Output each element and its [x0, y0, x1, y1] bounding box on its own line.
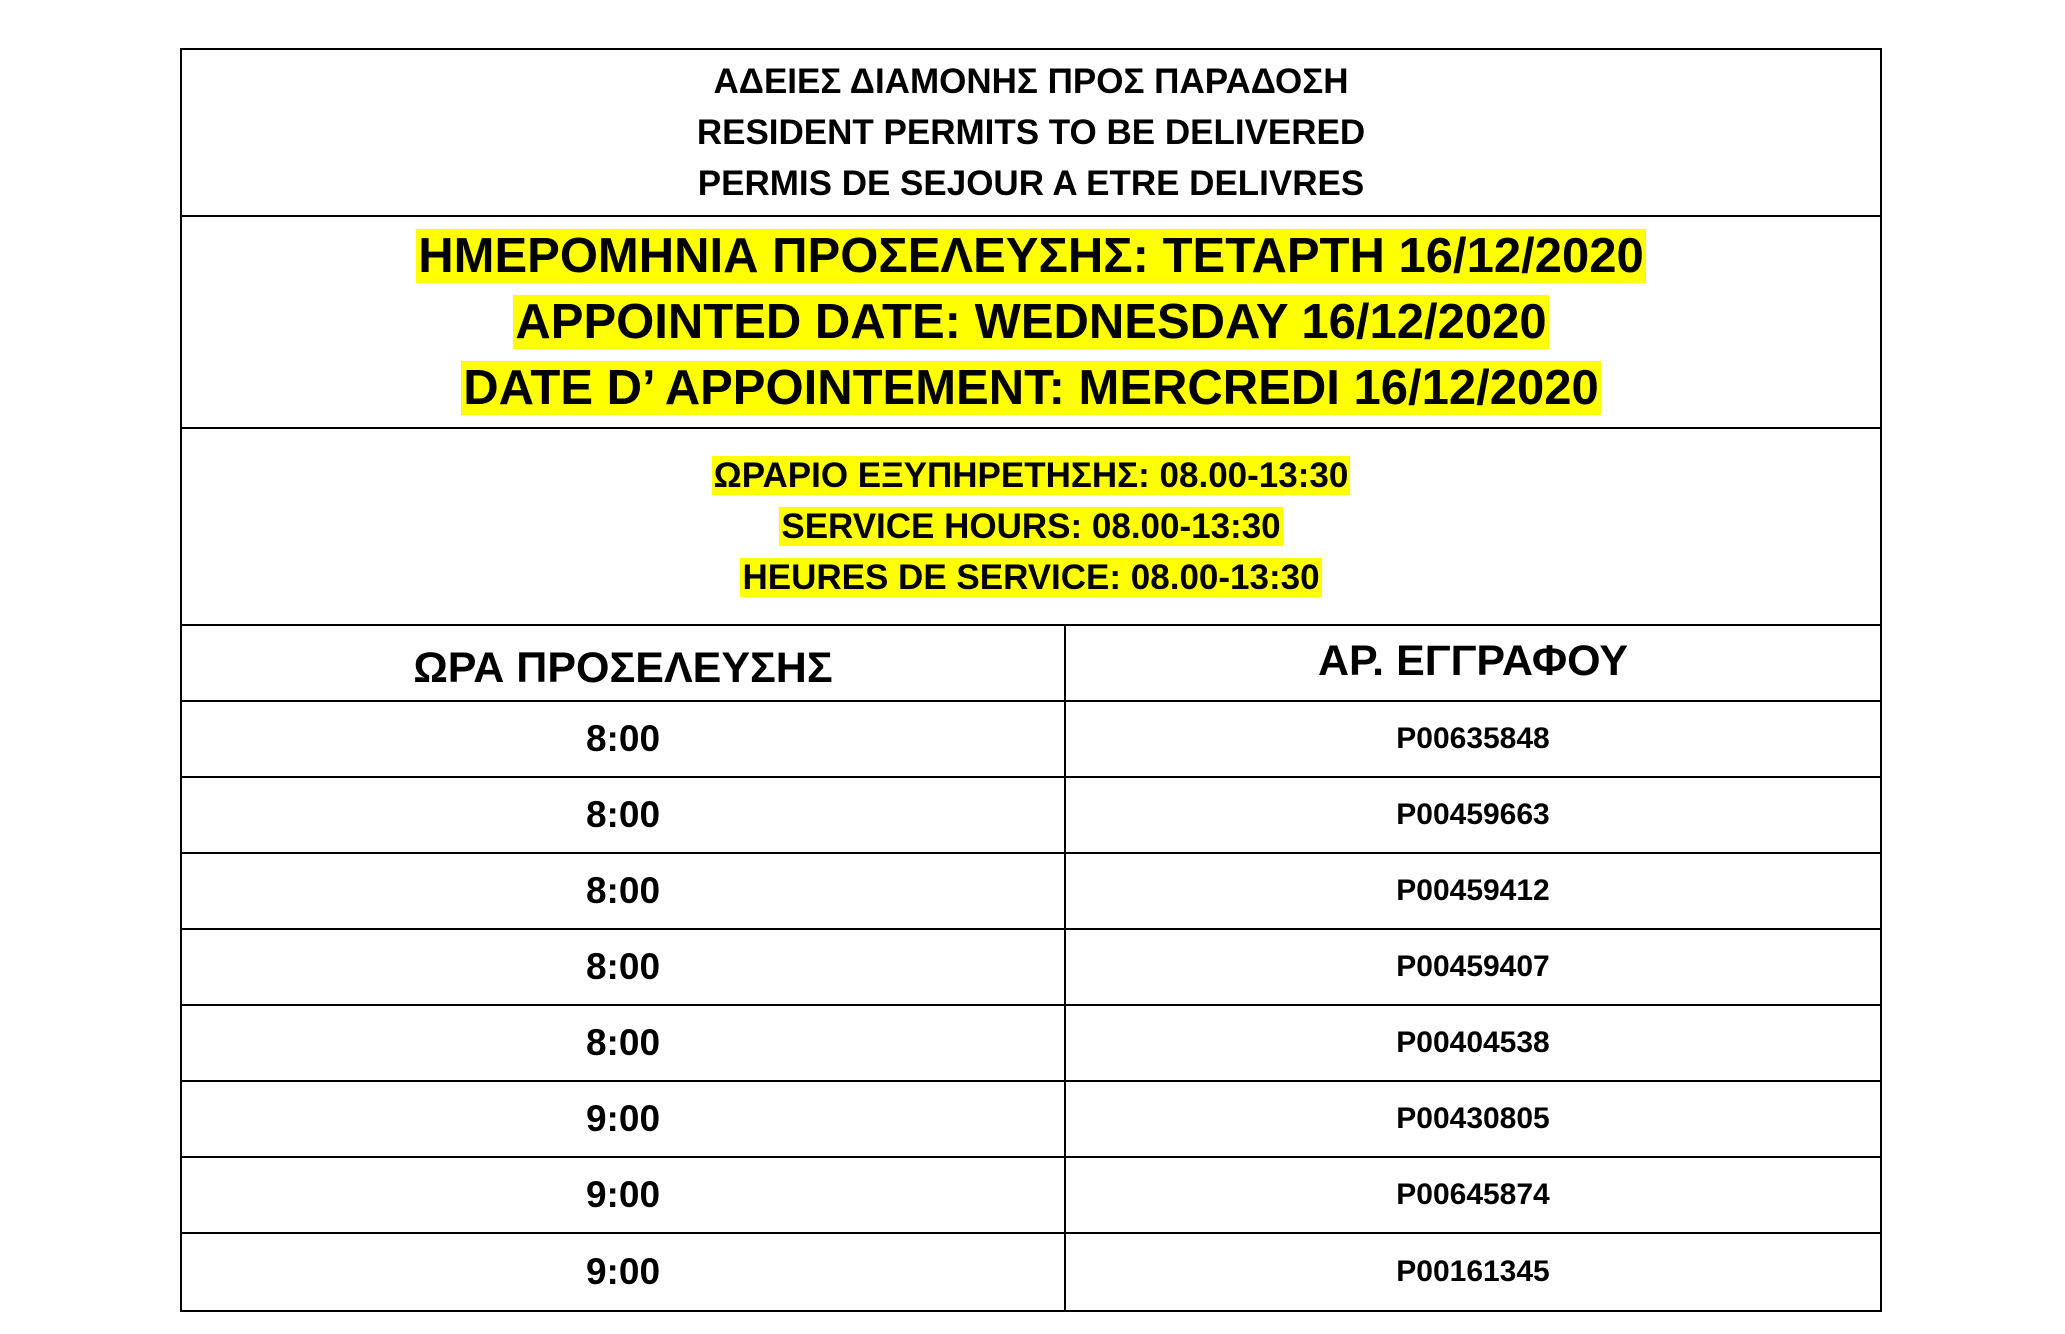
header-appointment-time: ΩΡΑ ΠΡΟΣΕΛΕΥΣΗΣ [182, 626, 1066, 700]
document-number-cell: P00161345 [1396, 1255, 1550, 1288]
appointment-time-cell: 9:00 [182, 1234, 1066, 1310]
appointment-time-cell: 8:00 [182, 854, 1066, 928]
table-header-row [182, 626, 1880, 702]
appointment-time-cell: 9:00 [182, 1158, 1066, 1232]
appointment-time-cell: 8:00 [182, 930, 1066, 1004]
table-row [182, 930, 1880, 1006]
appointment-time-cell: 9:00 [182, 1082, 1066, 1156]
appointment-date-french: DATE D’ APPOINTEMENT: MERCREDI 16/12/2020 [463, 361, 1599, 416]
document-number-cell: P00459663 [1396, 798, 1550, 831]
header-document-number: ΑΡ. ΕΓΓΡΑΦΟΥ [1317, 636, 1629, 685]
appointment-date-english: APPOINTED DATE: WEDNESDAY 16/12/2020 [515, 295, 1547, 350]
appointment-time-cell: 8:00 [182, 1006, 1066, 1080]
table-row [182, 1082, 1880, 1158]
title-greek: ΑΔΕΙΕΣ ΔΙΑΜΟΝΗΣ ΠΡΟΣ ΠΑΡΑΔΟΣΗ [713, 62, 1349, 102]
table-row [182, 1234, 1880, 1310]
document-frame [180, 48, 1882, 1312]
service-hours-english: SERVICE HOURS: 08.00-13:30 [781, 506, 1281, 546]
document-number-cell: P00459407 [1396, 950, 1550, 983]
table-row [182, 702, 1880, 778]
table-row [182, 1006, 1880, 1082]
document-number-cell: P00404538 [1396, 1026, 1550, 1059]
permits-table [182, 626, 1880, 1310]
document-number-cell: P00645874 [1396, 1178, 1550, 1211]
document-number-cell: P00459412 [1396, 874, 1550, 907]
title-block [182, 50, 1880, 217]
title-english: RESIDENT PERMITS TO BE DELIVERED [696, 113, 1366, 153]
appointment-date-block [182, 217, 1880, 428]
appointment-date-greek: ΗΜΕΡΟΜΗΝΙΑ ΠΡΟΣΕΛΕΥΣΗΣ: ΤΕΤΑΡΤΗ 16/12/2020 [418, 229, 1644, 284]
appointment-time-cell: 8:00 [182, 778, 1066, 852]
table-row [182, 778, 1880, 854]
appointment-time-cell: 8:00 [182, 702, 1066, 776]
service-hours-greek: ΩΡΑΡΙΟ ΕΞΥΠΗΡΕΤΗΣΗΣ: 08.00-13:30 [713, 455, 1349, 495]
service-hours-french: HEURES DE SERVICE: 08.00-13:30 [742, 557, 1320, 597]
document-number-cell: P00635848 [1396, 722, 1550, 755]
document-number-cell: P00430805 [1396, 1102, 1550, 1135]
table-row [182, 1158, 1880, 1234]
title-french: PERMIS DE SEJOUR A ETRE DELIVRES [697, 164, 1365, 204]
table-row [182, 854, 1880, 930]
service-hours-block [182, 429, 1880, 626]
